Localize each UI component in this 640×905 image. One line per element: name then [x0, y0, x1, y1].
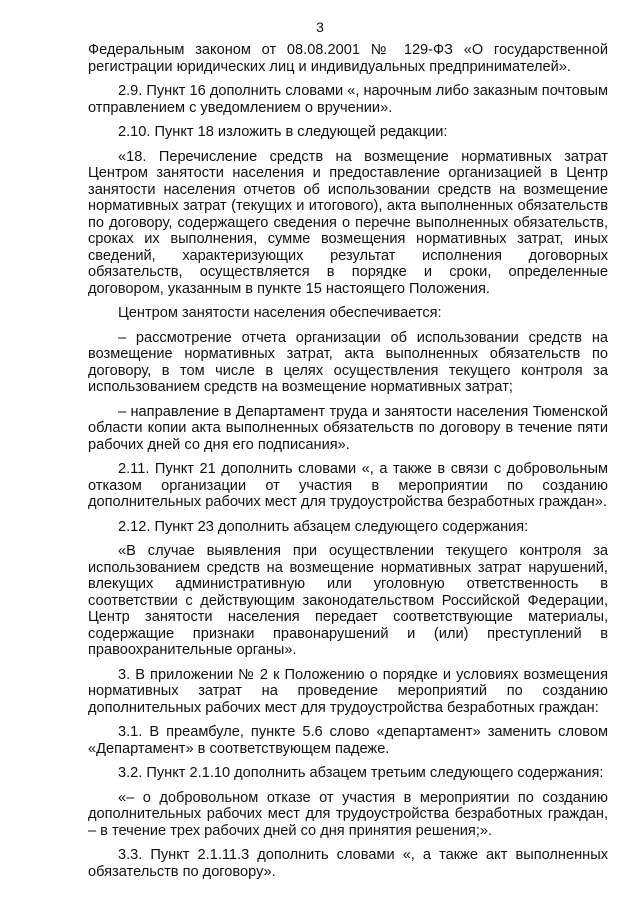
paragraph-3-1: 3.1. В преамбуле, пункте 5.6 слово «департамент» заменить словом «Департамент» в соответствующем падеже.	[88, 724, 608, 757]
paragraph-3: 3. В приложении № 2 к Положению о порядке и условиях возмещения нормативных затрат на проведение мероприятий по созданию дополнительных рабочих мест для трудоустройства безработных граждан:	[88, 666, 608, 716]
paragraph-law-reference: Федеральным законом от 08.08.2001 № 129-ФЗ «О государственной регистрации юридических лиц и индивидуальных предпринимателей».	[88, 42, 608, 75]
paragraph-2-9: 2.9. Пункт 16 дополнить словами «, нарочным либо заказным почтовым отправлением с уведомлением о вручении».	[88, 83, 609, 116]
page-number: 3	[316, 19, 324, 35]
paragraph-voluntary-refusal: «– о добровольном отказе от участия в мероприятии по созданию дополнительных рабочих мест для трудоустройства безработных граждан, – в течение трех рабочих дней со дня принятия решения;».	[88, 789, 608, 839]
paragraph-3-2: 3.2. Пункт 2.1.10 дополнить абзацем третьим следующего содержания:	[118, 765, 604, 781]
paragraph-report-review: – рассмотрение отчета организации об использовании средств на возмещение нормативных затрат, акта выполненных обязательств по договору, в том числе в целях осуществления текущего контроля за использованием средств на возмещение нормативных затрат;	[88, 329, 608, 395]
paragraph-2-12: 2.12. Пункт 23 дополнить абзацем следующего содержания:	[118, 518, 529, 535]
document-body	[88, 42, 608, 888]
paragraph-act-copy: – направление в Департамент труда и занятости населения Тюменской области копии акта выполненных обязательств по договору в течение пяти рабочих дней со дня его подписания».	[88, 403, 608, 453]
paragraph-center-provides: Центром занятости населения обеспечивается:	[118, 305, 442, 321]
paragraph-2-10: 2.10. Пункт 18 изложить в следующей редакции:	[118, 124, 448, 140]
paragraph-violations: «В случае выявления при осуществлении текущего контроля за использованием средств на возмещение нормативных затрат нарушений, влекущих административную или уголовную ответственность в соответствии с действующим законодательством Российской Федерации, Центр занятости населения передает соответствующие материалы, содержащие признаки правонарушений и (или) преступлений в правоохранительные органы».	[88, 543, 608, 658]
paragraph-item-18: «18. Перечисление средств на возмещение нормативных затрат Центром занятости населения и предоставление организацией в Центр занятости населения отчетов об использовании средств на возмещение нормативных затрат (текущих и итогового), акта выполненных обязательств по договору, содержащего сведения о перечне выполненных обязательств, сроках их выполнения, сумме возмещения нормативных затрат, иных сведений, характеризующих результат исполнения договорных обязательств, осуществляется в порядке и сроки, определенные договором, указанным в пункте 15 настоящего Положения.	[88, 148, 608, 297]
paragraph-2-11: 2.11. Пункт 21 дополнить словами «, а также в связи с добровольным отказом организации от участия в мероприятии по созданию дополнительных рабочих мест для трудоустройства безработных граждан».	[88, 461, 608, 510]
paragraph-3-3: 3.3. Пункт 2.1.11.3 дополнить словами «, а также акт выполненных обязательств по договору».	[88, 847, 608, 880]
